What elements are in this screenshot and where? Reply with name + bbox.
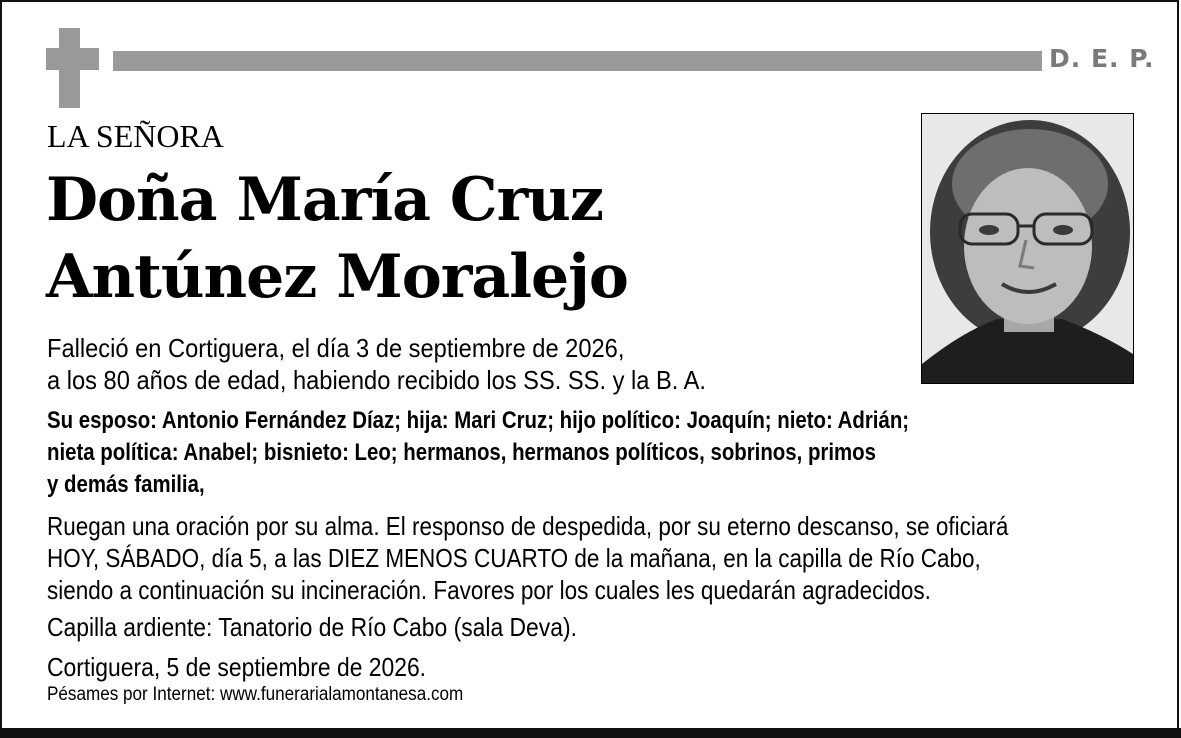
death-info-line: a los 80 años de edad, habiendo recibido los SS. SS. y la B. A. bbox=[47, 365, 706, 395]
family-line: nieta política: Anabel; bisnieto: Leo; hermanos, hermanos políticos, sobrinos, primos bbox=[47, 439, 876, 466]
deceased-name bbox=[46, 162, 628, 316]
cross-icon-horizontal bbox=[46, 48, 99, 70]
family-line: y demás familia, bbox=[47, 471, 205, 498]
name-line-1: Doña María Cruz bbox=[46, 165, 603, 235]
prayer-line: Ruegan una oración por su alma. El responso de despedida, por su eterno descanso, se oficiará bbox=[47, 511, 1009, 541]
prayer-request bbox=[47, 510, 1008, 606]
name-line-2: Antúnez Moralejo bbox=[46, 242, 628, 312]
title-label: LA SEÑORA bbox=[47, 118, 224, 154]
bottom-border bbox=[0, 728, 1181, 738]
header-rule bbox=[113, 51, 1042, 71]
prayer-line: HOY, SÁBADO, día 5, a las DIEZ MENOS CUARTO de la mañana, en la capilla de Río Cabo, bbox=[47, 543, 981, 573]
dep-label: D. E. P. bbox=[1049, 44, 1155, 73]
condolences-link[interactable]: Pésames por Internet: www.funerarialamontanesa.com bbox=[47, 684, 464, 705]
death-info-line: Falleció en Cortiguera, el día 3 de septiembre de 2026, bbox=[47, 333, 625, 363]
prayer-line: siendo a continuación su incineración. Favores por los cuales les quedarán agradecidos. bbox=[47, 575, 931, 605]
chapel-info: Capilla ardiente: Tanatorio de Río Cabo (sala Deva). bbox=[47, 612, 577, 642]
portrait-photo bbox=[921, 113, 1134, 384]
place-date: Cortiguera, 5 de septiembre de 2026. bbox=[47, 652, 427, 682]
family-list bbox=[47, 405, 909, 501]
death-info bbox=[47, 332, 706, 396]
family-line: Su esposo: Antonio Fernández Díaz; hija: Mari Cruz; hijo político: Joaquín; nieto: Adrián; bbox=[47, 407, 910, 434]
portrait-image bbox=[922, 114, 1133, 383]
